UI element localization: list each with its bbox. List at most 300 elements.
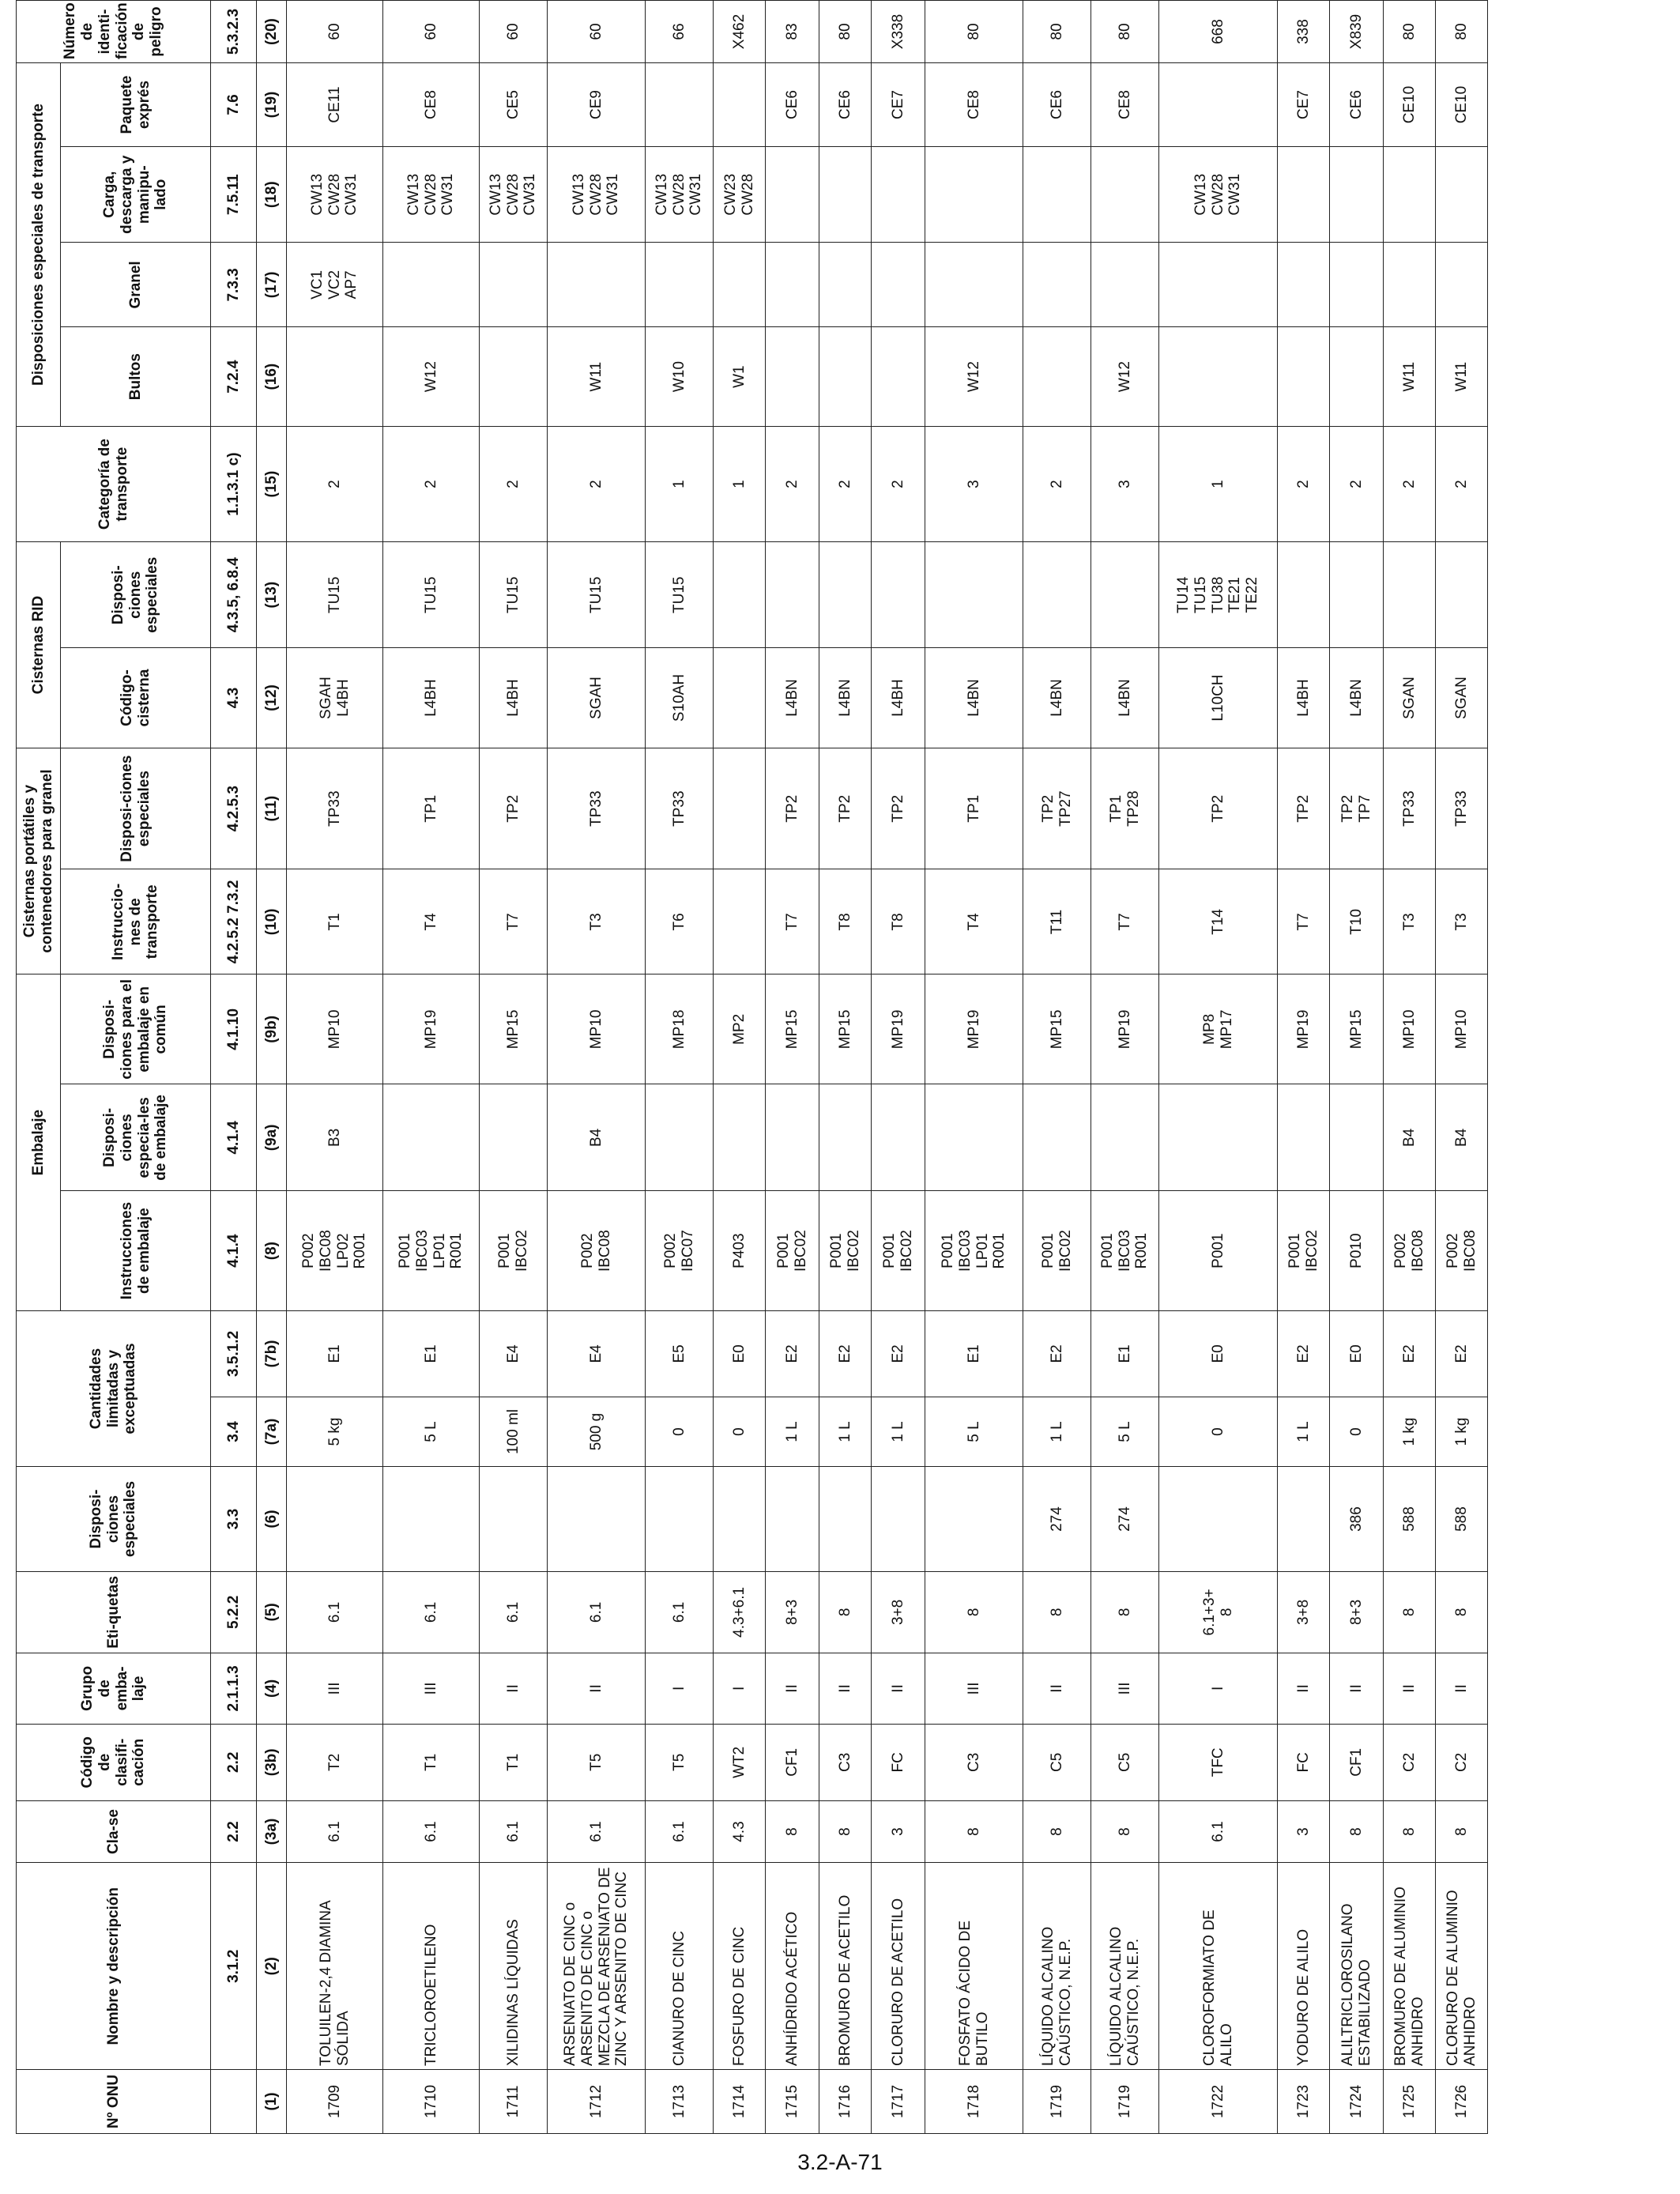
table-cell: T5 [646,1725,714,1801]
table-cell [480,1467,548,1572]
table-row [646,1,714,2134]
table-cell: 6.1 [646,1800,714,1863]
table-cell: II [1278,1653,1330,1724]
table-cell: 0 [1330,1397,1384,1466]
cell-line: TU14 [1174,576,1192,613]
header-tank-code: Código-cisterna [61,648,211,748]
table-cell: 1 L [872,1397,925,1466]
table-cell: 2 [819,426,872,541]
table-cell: MP10 [548,974,646,1084]
table-cell: 4.3+6.1 [714,1571,766,1653]
table-cell: 2 [1278,426,1330,541]
table-cell: TFC [1159,1725,1278,1801]
header-packing-group: Grupo de emba-laje [17,1653,211,1724]
table-cell: 80 [1023,1,1091,63]
table-cell: 1 [714,426,766,541]
table-cell: 8 [1436,1571,1488,1653]
table-cell: E4 [548,1310,646,1397]
cell-line: P001 [495,1233,513,1269]
table-cell: 1 L [766,1397,819,1466]
cell-line: CW13 [308,173,326,216]
table-row [872,1,925,2134]
table-cell: CE6 [1023,63,1091,147]
cell-line: CW23 [721,173,739,216]
column-number-cell: (15) [257,426,287,541]
cell-line: MP17 [1218,1009,1235,1050]
table-cell: T2 [287,1725,383,1801]
table-cell: X338 [872,1,925,63]
cell-line: CW13 [1192,173,1209,216]
table-cell: T5 [548,1725,646,1801]
cell-line: LP01 [974,1233,991,1269]
table-cell [1278,327,1330,427]
dangerous-goods-table [16,0,1488,2134]
cell-line: VC2 [326,270,343,300]
table-cell: SGAN [1436,648,1488,748]
table-cell [287,1191,383,1311]
table-cell: 8 [1023,1800,1091,1863]
table-cell: II [548,1653,646,1724]
cell-line: CW28 [587,173,605,216]
table-cell [1023,1191,1091,1311]
table-cell: CE8 [925,63,1023,147]
name-cell: FOSFURO DE CINC [714,1863,766,2070]
header-packaging: Embalaje [17,974,61,1311]
table-cell: W12 [383,327,480,427]
cell-line: P002 [578,1233,596,1269]
table-cell: 6.1 [383,1571,480,1653]
table-cell: E0 [714,1310,766,1397]
table-cell [646,63,714,147]
name-cell: BROMURO DE ACETILO [819,1863,872,2070]
table-cell: B4 [1384,1084,1436,1191]
table-cell: 588 [1436,1467,1488,1572]
column-number-cell: (5) [257,1571,287,1653]
cell-line: L4BH [334,679,352,717]
cell-line: TP2 [1339,794,1356,823]
table-cell [714,63,766,147]
cell-line: CW31 [439,173,457,216]
table-cell: III [1091,1653,1159,1724]
table-cell: 4.3 [714,1800,766,1863]
table-cell: TU15 [548,542,646,648]
cell-line: P002 [661,1233,679,1269]
table-cell: C2 [1384,1725,1436,1801]
table-cell [872,1467,925,1572]
table-cell: TP2 [872,748,925,869]
header-express: Paquete exprés [61,63,211,147]
un-number-cell: 1718 [925,2070,1023,2134]
table-cell: 8 [1023,1571,1091,1653]
table-cell: 6.1 [548,1800,646,1863]
name-cell: TOLUILEN-2,4 DIAMINA SÓLIDA [287,1863,383,2070]
reference-cell: 4.1.4 [211,1191,257,1311]
header-tank-instructions: Instruccio-nes de transporte [61,869,211,974]
table-cell: L4BH [383,648,480,748]
cell-line: TU15 [1192,576,1209,613]
reference-cell: 4.2.5.3 [211,748,257,869]
table-cell [714,748,766,869]
table-cell [1023,748,1091,869]
reference-cell: 3.5.1.2 [211,1310,257,1397]
table-cell: T10 [1330,869,1384,974]
table-cell: T1 [480,1725,548,1801]
table-cell [714,648,766,748]
reference-cell: 4.1.4 [211,1084,257,1191]
table-cell: TP33 [548,748,646,869]
table-row [925,1,1023,2134]
table-cell: 2 [872,426,925,541]
cell-line: IBC02 [1057,1230,1074,1272]
cell-line: CW31 [1226,173,1244,216]
cell-line: P002 [1444,1233,1461,1269]
table-cell: W10 [646,327,714,427]
table-cell: 2 [1330,426,1384,541]
cell-line: CW28 [504,173,522,216]
name-cell: FOSFATO ÁCIDO DE BUTILO [925,1863,1023,2070]
table-cell [925,146,1023,242]
un-number-cell: 1723 [1278,2070,1330,2134]
table-cell [766,243,819,327]
table-cell [1159,1571,1278,1653]
table-cell [925,1467,1023,1572]
table-cell [287,146,383,242]
table-cell [714,1467,766,1572]
cell-line: P001 [396,1233,413,1269]
table-cell: 1 kg [1384,1397,1436,1466]
reference-cell: 5.3.2.3 [211,1,257,63]
table-cell: SGAN [1384,648,1436,748]
table-cell [925,1084,1023,1191]
table-cell: MP2 [714,974,766,1084]
table-cell: TU15 [287,542,383,648]
cell-line: IBC08 [596,1230,613,1272]
table-cell: 1 [1159,426,1278,541]
table-cell [383,146,480,242]
table-cell: CE7 [1278,63,1330,147]
table-cell: 274 [1091,1467,1159,1572]
table-cell: 500 g [548,1397,646,1466]
table-cell: 6.1 [548,1571,646,1653]
column-number-cell: (7b) [257,1310,287,1397]
table-cell: 3 [1278,1800,1330,1863]
table-cell: T7 [480,869,548,974]
table-cell: L4BN [1091,648,1159,748]
table-cell [1384,146,1436,242]
table-row [714,1,766,2134]
cell-line: P002 [299,1233,317,1269]
table-row [1278,1,1330,2134]
table-cell [1436,1191,1488,1311]
table-cell: CE11 [287,63,383,147]
table-cell: FC [1278,1725,1330,1801]
table-cell: 6.1 [646,1571,714,1653]
cell-line: P001 [774,1233,792,1269]
cell-line: CW31 [605,173,622,216]
name-cell: ALILTRICLOROSILANO ESTABILIZADO [1330,1863,1384,2070]
table-cell: 5 L [1091,1397,1159,1466]
table-cell: E2 [872,1310,925,1397]
table-cell: MP15 [1330,974,1384,1084]
table-row [1023,1,1091,2134]
cell-line: 6.1+3+ [1200,1589,1218,1636]
table-cell [1278,1467,1330,1572]
cell-line: VC1 [308,270,326,300]
name-cell: CLOROFORMIATO DE ALILO [1159,1863,1278,2070]
table-cell: T1 [287,869,383,974]
table-cell: W11 [548,327,646,427]
table-cell [1159,63,1278,147]
table-row [819,1,872,2134]
table-cell [1091,1084,1159,1191]
table-cell: 5 L [925,1397,1023,1466]
table-cell: 80 [1091,1,1159,63]
table-cell: TP33 [1436,748,1488,869]
table-cell: 2 [548,426,646,541]
column-number-cell: (9b) [257,974,287,1084]
column-number-cell: (13) [257,542,287,648]
header-hazard-id: Número de identi-ficación de peligro [17,1,211,63]
table-cell: 2 [766,426,819,541]
table-cell: MP15 [766,974,819,1084]
table-cell: 8 [1384,1571,1436,1653]
reference-cell: 1.1.3.1 c) [211,426,257,541]
column-number-cell: (9a) [257,1084,287,1191]
table-row [480,1,548,2134]
table-cell [287,1467,383,1572]
table-cell: E0 [1159,1310,1278,1397]
reference-cell: 4.1.10 [211,974,257,1084]
table-cell: TP1 [383,748,480,869]
table-cell [819,542,872,648]
table-cell [646,243,714,327]
un-number-cell: 1717 [872,2070,925,2134]
cell-line: 8 [1218,1608,1235,1617]
table-cell: W12 [1091,327,1159,427]
table-cell: 3 [1091,426,1159,541]
table-cell: 274 [1023,1467,1091,1572]
table-cell: II [766,1653,819,1724]
table-cell: 8 [819,1571,872,1653]
table-row [766,1,819,2134]
cell-line: P002 [1392,1233,1409,1269]
cell-line: CW31 [343,173,360,216]
un-number-cell: 1710 [383,2070,480,2134]
cell-line: CW28 [1209,173,1226,216]
un-number-cell: 1722 [1159,2070,1278,2134]
table-cell: MP15 [819,974,872,1084]
table-cell [1436,146,1488,242]
table-cell: TP2 [1159,748,1278,869]
table-cell: 1 kg [1436,1397,1488,1466]
table-cell [714,243,766,327]
table-cell: MP10 [287,974,383,1084]
table-cell [1023,542,1091,648]
table-cell: W11 [1436,327,1488,427]
un-number-cell: 1716 [819,2070,872,2134]
table-cell: MP19 [872,974,925,1084]
table-cell [548,146,646,242]
table-cell [872,1084,925,1191]
table-cell [766,1467,819,1572]
table-cell: MP15 [1023,974,1091,1084]
name-cell: XILIDINAS LÍQUIDAS [480,1863,548,2070]
table-cell: TP33 [287,748,383,869]
table-cell [287,327,383,427]
cell-line: P001 [939,1233,956,1269]
reference-cell: 4.3 [211,648,257,748]
table-row [548,1,646,2134]
table-cell: E1 [383,1310,480,1397]
un-number-cell: 1709 [287,2070,383,2134]
table-cell: CE10 [1436,63,1488,147]
table-cell: 3 [872,1800,925,1863]
column-number-row [257,1,287,2134]
table-cell: MP19 [383,974,480,1084]
cell-line: R001 [448,1232,465,1269]
cell-line: IBC02 [898,1230,915,1272]
table-cell: 8 [1436,1800,1488,1863]
table-cell: MP10 [1384,974,1436,1084]
table-cell: T1 [383,1725,480,1801]
table-cell [1384,243,1436,327]
table-cell [548,1467,646,1572]
table-cell: II [1330,1653,1384,1724]
cell-line: CW28 [422,173,439,216]
table-cell [480,243,548,327]
table-cell: P403 [714,1191,766,1311]
table-cell [1159,1084,1278,1191]
table-cell [766,1084,819,1191]
table-cell: TP33 [646,748,714,869]
table-cell: CF1 [1330,1725,1384,1801]
table-cell [1278,1191,1330,1311]
cell-line: IBC03 [413,1230,431,1272]
table-cell: S10AH [646,648,714,748]
table-cell [480,1191,548,1311]
name-cell: ARSENIATO DE CINC o ARSENITO DE CINC o MEZCLA DE ARSENIATO DE ZINC Y ARSENITO DE CINC [548,1863,646,2070]
column-number-cell: (2) [257,1863,287,2070]
table-cell: E2 [1436,1310,1488,1397]
table-cell: MP19 [1278,974,1330,1084]
table-cell [1091,542,1159,648]
table-cell [1384,542,1436,648]
table-cell [383,1467,480,1572]
cell-line: P001 [1286,1233,1303,1269]
column-number-cell: (17) [257,243,287,327]
cell-line: TP1 [1107,794,1124,823]
table-cell: CE6 [1330,63,1384,147]
table-cell: E2 [1278,1310,1330,1397]
name-cell: TRICLOROETILENO [383,1863,480,2070]
reference-cell: 2.1.1.3 [211,1653,257,1724]
cell-line: R001 [1133,1232,1151,1269]
table-cell [480,146,548,242]
table-cell: CE7 [872,63,925,147]
table-row [1091,1,1159,2134]
table-cell: T8 [819,869,872,974]
reference-row [211,1,257,2134]
table-cell: T3 [1436,869,1488,974]
reference-cell: 4.3.5, 6.8.4 [211,542,257,648]
header-special-packing-provisions: Disposi-ciones especia-les de embalaje [61,1084,211,1191]
cell-line: CW13 [570,173,587,216]
cell-line: TP27 [1057,790,1074,827]
table-cell: L4BH [480,648,548,748]
header-packing-instructions: Instrucciones de embalaje [61,1191,211,1311]
table-cell [766,146,819,242]
table-cell: B4 [548,1084,646,1191]
reference-cell: 3.1.2 [211,1863,257,2070]
table-cell: SGAH [548,648,646,748]
table-cell: T4 [925,869,1023,974]
table-cell: MP10 [1436,974,1488,1084]
table-cell: II [1436,1653,1488,1724]
table-cell [1436,243,1488,327]
table-cell: E0 [1330,1310,1384,1397]
table-cell [1330,748,1384,869]
cell-line: P001 [827,1233,845,1269]
table-cell [766,327,819,427]
column-number-cell: (12) [257,648,287,748]
column-number-cell: (3b) [257,1725,287,1801]
cell-line: IBC08 [1409,1230,1426,1272]
table-cell: 8 [1330,1800,1384,1863]
table-cell: T14 [1159,869,1278,974]
table-cell: CE6 [766,63,819,147]
table-cell: WT2 [714,1725,766,1801]
name-cell: CIANURO DE CINC [646,1863,714,2070]
table-cell: 80 [819,1,872,63]
table-cell [548,1191,646,1311]
table-cell: 60 [480,1,548,63]
table-cell: T11 [1023,869,1091,974]
un-number-cell: 1725 [1384,2070,1436,2134]
header-loading: Carga, descarga y manipu-lado [61,146,211,242]
table-cell [1023,146,1091,242]
table-cell [287,648,383,748]
un-number-cell: 1713 [646,2070,714,2134]
cell-line: IBC02 [1303,1230,1320,1272]
table-cell [819,146,872,242]
header-bulk: Granel [61,243,211,327]
name-cell: BROMURO DE ALUMINIO ANHIDRO [1384,1863,1436,2070]
un-number-cell: 1712 [548,2070,646,2134]
table-cell: 2 [1023,426,1091,541]
table-cell [548,243,646,327]
table-cell: 3+8 [872,1571,925,1653]
table-cell: II [1023,1653,1091,1724]
header-classification-code: Código de clasifi-cación [17,1725,211,1801]
cell-line: TE22 [1244,577,1261,613]
table-row [1159,1,1278,2134]
table-cell: CE8 [383,63,480,147]
column-number-cell: (20) [257,1,287,63]
column-number-cell: (11) [257,748,287,869]
table-cell [1091,748,1159,869]
table-cell: 60 [548,1,646,63]
table-cell: 588 [1384,1467,1436,1572]
table-cell: 8 [925,1800,1023,1863]
table-cell: 6.1 [287,1800,383,1863]
header-limited-excepted: Cantidades limitadas y exceptuadas [17,1310,211,1466]
table-cell: TP2 [480,748,548,869]
table-cell: MP15 [480,974,548,1084]
un-number-cell: 1711 [480,2070,548,2134]
table-cell: W11 [1384,327,1436,427]
cell-line: IBC07 [679,1230,696,1272]
table-cell: 668 [1159,1,1278,63]
